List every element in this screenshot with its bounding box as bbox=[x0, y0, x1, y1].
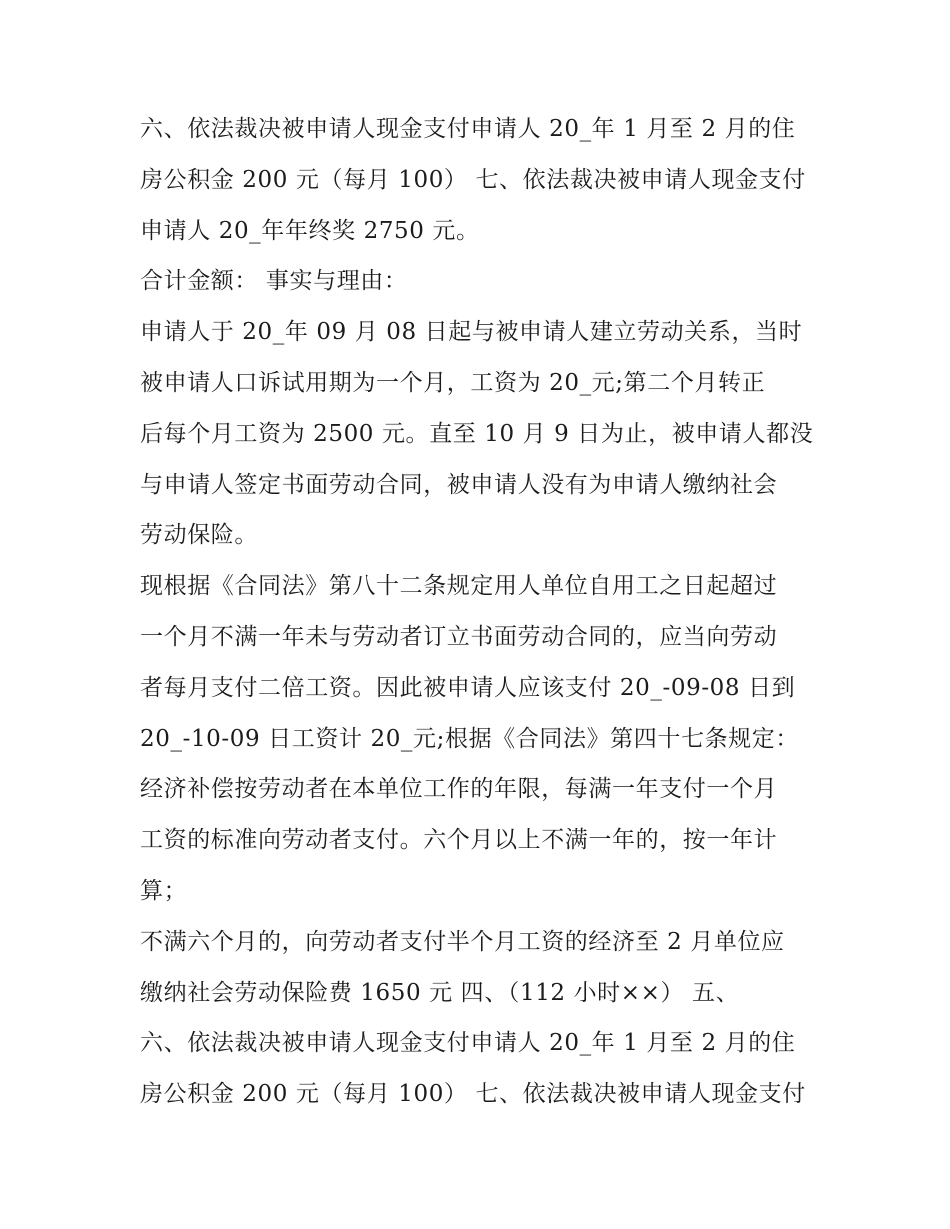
text-line: 劳动保险。 bbox=[140, 522, 258, 549]
text-line: 算； bbox=[140, 877, 188, 904]
text-line: 申请人于 20_年 09 月 08 日起与被申请人建立劳动关系，当时 bbox=[140, 319, 803, 346]
text-line: 者每月支付二倍工资。因此被申请人应该支付 20_-09-08 日到 bbox=[140, 674, 796, 701]
text-line: 被申请人口诉试用期为一个月，工资为 20_元;第二个月转正 bbox=[140, 369, 766, 396]
text-line: 申请人 20_年年终奖 2750 元。 bbox=[140, 217, 480, 244]
text-line: 房公积金 200 元（每月 100） 七、依法裁决被申请人现金支付 bbox=[140, 1081, 806, 1108]
document-body bbox=[140, 104, 820, 1120]
text-line: 缴纳社会劳动保险费 1650 元 四、（112 小时××） 五、 bbox=[140, 979, 740, 1006]
paragraph-facts bbox=[140, 307, 820, 561]
text-line: 后每个月工资为 2500 元。直至 10 月 9 日为止，被申请人都没 bbox=[140, 420, 814, 447]
text-line: 六、依法裁决被申请人现金支付申请人 20_年 1 月至 2 月的住 bbox=[140, 116, 796, 142]
paragraph-compensation bbox=[140, 917, 820, 1019]
text-line: 工资的标准向劳动者支付。六个月以上不满一年的，按一年计 bbox=[140, 827, 778, 854]
text-line: 经济补偿按劳动者在本单位工作的年限，每满一年支付一个月 bbox=[140, 776, 778, 803]
text-line: 现根据《合同法》第八十二条规定用人单位自用工之日起超过 bbox=[140, 573, 778, 600]
text-line: 20_-10-09 日工资计 20_元;根据《合同法》第四十七条规定： bbox=[140, 725, 799, 752]
text-line: 不满六个月的，向劳动者支付半个月工资的经济至 2 月单位应 bbox=[140, 928, 785, 955]
paragraph-legal-basis bbox=[140, 561, 820, 917]
paragraph-total-and-reasons-heading bbox=[140, 256, 820, 307]
text-line: 合计金额： 事实与理由： bbox=[140, 268, 408, 295]
paragraph-claims-6-7 bbox=[140, 104, 820, 256]
paragraph-claims-6-7-repeat bbox=[140, 1018, 820, 1120]
text-line: 六、依法裁决被申请人现金支付申请人 20_年 1 月至 2 月的住 bbox=[140, 1030, 796, 1057]
text-line: 与申请人签定书面劳动合同，被申请人没有为申请人缴纳社会 bbox=[140, 471, 778, 498]
text-line: 一个月不满一年未与劳动者订立书面劳动合同的，应当向劳动 bbox=[140, 623, 778, 650]
text-line: 房公积金 200 元（每月 100） 七、依法裁决被申请人现金支付 bbox=[140, 166, 806, 193]
